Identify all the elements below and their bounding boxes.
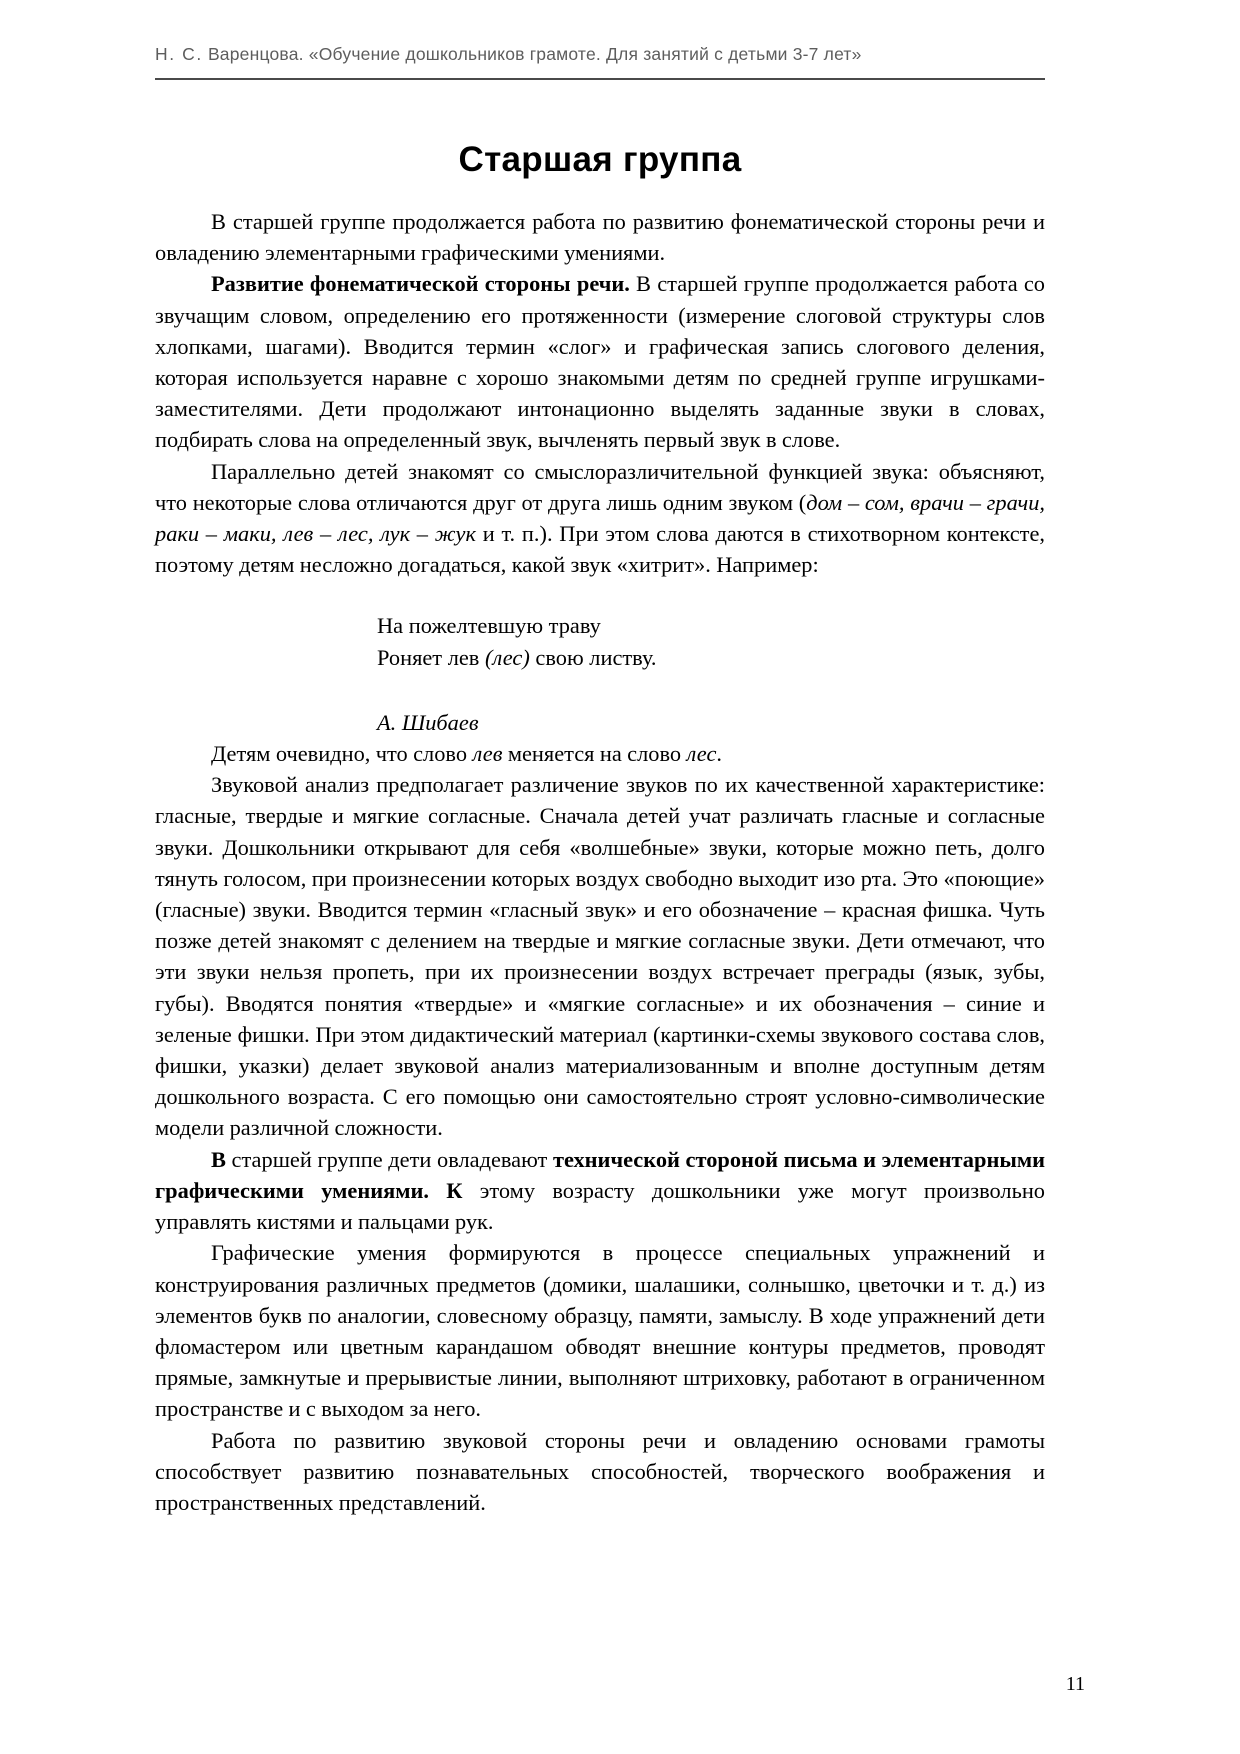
paragraph-conclusion-text: Работа по развитию звуковой стороны речи и овладению основами грамоты способствует развитию познавательных способностей, творческого воображения и пространственных представлений. bbox=[155, 1427, 1045, 1515]
paragraph-writing-text-b: этому возрасту дошкольники уже могут произвольно управлять кистями и пальцами рук. bbox=[155, 1177, 1045, 1235]
paragraph-graphic-skills bbox=[155, 1237, 1045, 1424]
paragraph-semantic-text-a: Параллельно детей знакомят со смыслоразличительной функцией звука: объясняют, что некоторые слова отличаются друг от друга лишь одним звуком ( bbox=[155, 458, 1045, 515]
running-head bbox=[155, 44, 1045, 65]
paragraph-sound-analysis bbox=[155, 769, 1045, 1143]
page-number: 11 bbox=[1065, 1673, 1085, 1695]
page-content bbox=[155, 140, 1045, 1518]
paragraph-sound-analysis-text: Звуковой анализ предполагает различение звуков по их качественной характеристике: гласные, твердые и мягкие согласные. Сначала детей учат различать гласные и согласные звуки. Дошкольники открывают для себя «волшебные» звуки, которые можно петь, долго тянуть голосом, при произнесении которых воздух свободно выходит изо рта. Это «поющие» (гласные) звуки. Вводится термин «гласный звук» и его обозначение – красная фишка. Чуть позже детей знакомят с делением на твердые и мягкие согласные звуки. Дети отмечают, что эти звуки нельзя пропеть, при их произнесении воздух встречает преграды (язык, зубы, губы). Вводятся понятия «твердые» и «мягкие согласные» и их обозначения – синие и зеленые фишки. При этом дидактический материал (картинки-схемы звукового состава слов, фишки, указки) делает звуковой анализ материализованным и вполне доступным детям дошкольного возраста. С его помощью они самостоятельно строят условно-символические модели различной сложности. bbox=[155, 772, 1045, 1141]
verse-line-2-text-a: Роняет лев bbox=[377, 644, 485, 670]
word-pairs-italic: дом – сом, врачи – грачи, раки – маки, лев – лес, лук – жук bbox=[155, 489, 1045, 547]
verse-block bbox=[155, 610, 1045, 672]
paragraph-intro-text: В старшей группе продолжается работа по развитию фонематической стороны речи и овладению элементарными графическими умениями. bbox=[155, 209, 1045, 266]
paragraph-obvious-c: . bbox=[716, 741, 722, 767]
header-divider bbox=[155, 78, 1045, 80]
paragraph-obvious-a: Детям очевидно, что слово bbox=[211, 741, 473, 767]
running-head-text: Варенцова. «Обучение дошкольников грамоте. Для занятий с детьми 3-7 лет» bbox=[207, 44, 862, 64]
page-title: Старшая группа bbox=[458, 140, 742, 179]
verse-line-2 bbox=[377, 642, 1045, 673]
paragraph-writing-lead-v: В bbox=[211, 1146, 226, 1172]
paragraph-lead-bold: Развитие фонематической стороны речи. bbox=[211, 271, 630, 297]
paragraph-conclusion bbox=[155, 1425, 1045, 1519]
word-les-italic: лес bbox=[686, 741, 717, 767]
verse-line-2-text-b: свою листву. bbox=[529, 644, 657, 670]
paragraph-semantic-function bbox=[155, 456, 1045, 581]
paragraph-obvious-b: меняется на слово bbox=[502, 741, 687, 767]
paragraph-writing-text-a: старшей группе дети овладевают bbox=[225, 1146, 553, 1172]
word-lev-italic: лев bbox=[472, 741, 503, 767]
running-head-initials: Н. С. bbox=[155, 44, 203, 64]
paragraph-intro bbox=[155, 206, 1045, 268]
verse-attribution: А. Шибаев bbox=[377, 709, 479, 735]
verse-line-2-italic: (лес) bbox=[484, 644, 530, 670]
paragraph-graphic-skills-text: Графические умения формируются в процессе специальных упражнений и конструирования различных предметов (домики, шалашики, солнышко, цветочки и т. д.) из элементов букв по аналогии, словесному образцу, памяти, замыслу. В ходе упражнений дети фломастером или цветным карандашом обводят внешние контуры предметов, проводят прямые, замкнутые и прерывистые линии, выполняют штриховку, работают в ограниченном пространстве и с выходом за него. bbox=[155, 1240, 1045, 1422]
paragraph-writing-bold: технической стороной письма и элементарными графическими умениями. К bbox=[155, 1146, 1045, 1203]
paragraph-phonemic-text: В старшей группе продолжается работа со звучащим словом, определению его протяженности (измерение слоговой структуры слов хлопками, шагами). Вводится термин «слог» и графическая запись слогового деления, которая используется наравне с хорошо знакомыми детям по средней группе игрушками-заместителями. Дети продолжают интонационно выделять заданные звуки в словах, подбирать слова на определенный звук, вычленять первый звук в слове. bbox=[155, 271, 1045, 453]
paragraph-phonemic-development bbox=[155, 268, 1045, 455]
paragraph-semantic-text-b: и т. п.). При этом слова даются в стихотворном контексте, поэтому детям несложно догадаться, какой звук «хитрит». Например: bbox=[155, 521, 1045, 578]
paragraph-writing-skills bbox=[155, 1144, 1045, 1238]
verse-line-1: На пожелтевшую траву bbox=[377, 613, 601, 639]
paragraph-obvious-to-children bbox=[155, 738, 1045, 769]
